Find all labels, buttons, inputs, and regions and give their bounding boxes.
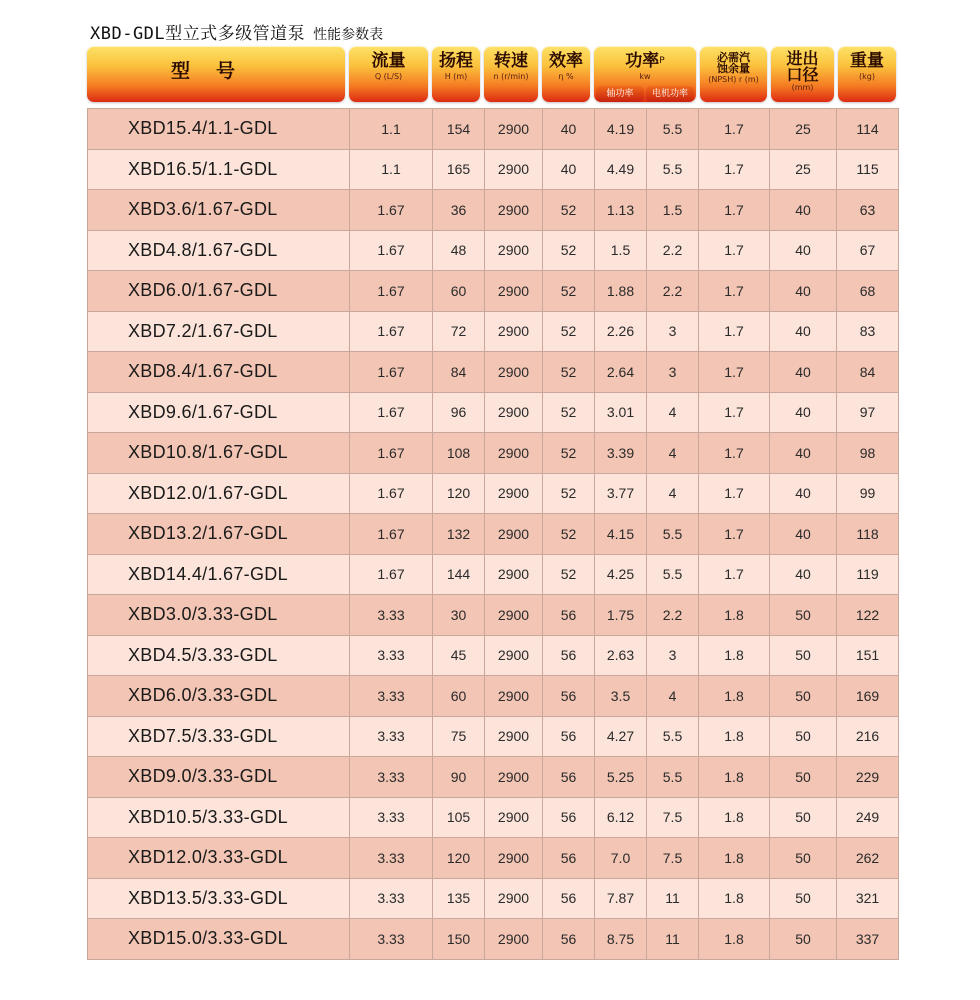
cell-speed: 2900 xyxy=(485,635,543,676)
cell-weight: 63 xyxy=(837,190,899,231)
cell-motor-power: 1.5 xyxy=(647,190,699,231)
header-flow xyxy=(349,46,428,102)
table-row xyxy=(88,271,899,312)
cell-npsh: 1.8 xyxy=(699,919,770,960)
cell-motor-power: 11 xyxy=(647,919,699,960)
cell-motor-power: 4 xyxy=(647,433,699,474)
cell-speed: 2900 xyxy=(485,311,543,352)
cell-head: 96 xyxy=(433,392,485,433)
cell-weight: 84 xyxy=(837,352,899,393)
cell-shaft-power: 7.0 xyxy=(595,838,647,879)
cell-flow: 1.67 xyxy=(350,271,433,312)
cell-speed: 2900 xyxy=(485,595,543,636)
cell-motor-power: 5.5 xyxy=(647,716,699,757)
cell-weight: 262 xyxy=(837,838,899,879)
cell-shaft-power: 1.5 xyxy=(595,230,647,271)
cell-flow: 3.33 xyxy=(350,919,433,960)
table-row xyxy=(88,514,899,555)
cell-head: 90 xyxy=(433,757,485,798)
table-row xyxy=(88,716,899,757)
cell-model: XBD4.8/1.67-GDL xyxy=(88,230,350,271)
cell-weight: 118 xyxy=(837,514,899,555)
cell-efficiency: 52 xyxy=(543,190,595,231)
cell-motor-power: 7.5 xyxy=(647,838,699,879)
cell-efficiency: 52 xyxy=(543,352,595,393)
cell-speed: 2900 xyxy=(485,554,543,595)
cell-speed: 2900 xyxy=(485,878,543,919)
header-efficiency-unit: η % xyxy=(558,72,574,81)
cell-shaft-power: 3.77 xyxy=(595,473,647,514)
cell-diameter: 50 xyxy=(770,635,837,676)
cell-diameter: 40 xyxy=(770,352,837,393)
cell-motor-power: 5.5 xyxy=(647,554,699,595)
header-power-motor: 电机功率 xyxy=(646,86,694,102)
cell-weight: 249 xyxy=(837,797,899,838)
cell-npsh: 1.7 xyxy=(699,514,770,555)
cell-shaft-power: 4.27 xyxy=(595,716,647,757)
cell-motor-power: 2.2 xyxy=(647,271,699,312)
cell-motor-power: 5.5 xyxy=(647,514,699,555)
header-weight xyxy=(838,46,896,102)
cell-efficiency: 52 xyxy=(543,554,595,595)
cell-head: 132 xyxy=(433,514,485,555)
cell-efficiency: 52 xyxy=(543,230,595,271)
cell-speed: 2900 xyxy=(485,433,543,474)
cell-model: XBD7.2/1.67-GDL xyxy=(88,311,350,352)
cell-model: XBD4.5/3.33-GDL xyxy=(88,635,350,676)
cell-motor-power: 3 xyxy=(647,311,699,352)
cell-diameter: 50 xyxy=(770,757,837,798)
cell-weight: 97 xyxy=(837,392,899,433)
cell-diameter: 50 xyxy=(770,797,837,838)
cell-diameter: 25 xyxy=(770,109,837,150)
cell-model: XBD15.4/1.1-GDL xyxy=(88,109,350,150)
cell-model: XBD12.0/1.67-GDL xyxy=(88,473,350,514)
cell-head: 154 xyxy=(433,109,485,150)
header-head xyxy=(432,46,480,102)
header-diameter-line2: 口径 xyxy=(786,65,819,84)
cell-npsh: 1.7 xyxy=(699,271,770,312)
cell-head: 105 xyxy=(433,797,485,838)
cell-model: XBD7.5/3.33-GDL xyxy=(88,716,350,757)
cell-model: XBD12.0/3.33-GDL xyxy=(88,838,350,879)
header-npsh-line2: 蚀余量 xyxy=(717,62,750,75)
cell-model: XBD3.0/3.33-GDL xyxy=(88,595,350,636)
cell-speed: 2900 xyxy=(485,109,543,150)
cell-head: 135 xyxy=(433,878,485,919)
header-head-unit: H (m) xyxy=(444,72,468,81)
cell-head: 144 xyxy=(433,554,485,595)
cell-motor-power: 4 xyxy=(647,473,699,514)
title-sub: 性能参数表 xyxy=(313,27,384,43)
cell-motor-power: 11 xyxy=(647,878,699,919)
cell-shaft-power: 4.15 xyxy=(595,514,647,555)
cell-flow: 3.33 xyxy=(350,595,433,636)
cell-npsh: 1.7 xyxy=(699,109,770,150)
cell-model: XBD16.5/1.1-GDL xyxy=(88,149,350,190)
cell-head: 60 xyxy=(433,271,485,312)
header-diameter xyxy=(771,46,834,102)
cell-npsh: 1.7 xyxy=(699,554,770,595)
cell-npsh: 1.8 xyxy=(699,797,770,838)
cell-flow: 1.67 xyxy=(350,352,433,393)
cell-npsh: 1.8 xyxy=(699,757,770,798)
table-row xyxy=(88,392,899,433)
cell-head: 120 xyxy=(433,838,485,879)
header-head-label: 扬程 xyxy=(439,51,473,71)
cell-flow: 1.67 xyxy=(350,433,433,474)
cell-npsh: 1.8 xyxy=(699,595,770,636)
cell-weight: 216 xyxy=(837,716,899,757)
header-npsh-line1: 必需汽 xyxy=(717,51,750,64)
cell-npsh: 1.7 xyxy=(699,149,770,190)
cell-weight: 83 xyxy=(837,311,899,352)
cell-head: 150 xyxy=(433,919,485,960)
cell-diameter: 40 xyxy=(770,230,837,271)
cell-motor-power: 5.5 xyxy=(647,757,699,798)
header-model-label: 型号 xyxy=(170,60,261,82)
table-row xyxy=(88,352,899,393)
cell-model: XBD13.2/1.67-GDL xyxy=(88,514,350,555)
cell-shaft-power: 2.64 xyxy=(595,352,647,393)
cell-flow: 1.67 xyxy=(350,473,433,514)
cell-efficiency: 56 xyxy=(543,878,595,919)
cell-head: 120 xyxy=(433,473,485,514)
cell-model: XBD15.0/3.33-GDL xyxy=(88,919,350,960)
cell-diameter: 40 xyxy=(770,392,837,433)
cell-shaft-power: 4.49 xyxy=(595,149,647,190)
cell-motor-power: 2.2 xyxy=(647,230,699,271)
cell-weight: 122 xyxy=(837,595,899,636)
table-row xyxy=(88,554,899,595)
cell-speed: 2900 xyxy=(485,392,543,433)
cell-shaft-power: 2.26 xyxy=(595,311,647,352)
cell-head: 45 xyxy=(433,635,485,676)
parameter-table xyxy=(87,108,899,960)
cell-efficiency: 40 xyxy=(543,109,595,150)
cell-shaft-power: 2.63 xyxy=(595,635,647,676)
cell-head: 48 xyxy=(433,230,485,271)
cell-head: 72 xyxy=(433,311,485,352)
cell-speed: 2900 xyxy=(485,271,543,312)
table-body xyxy=(88,109,899,960)
table-row xyxy=(88,230,899,271)
cell-flow: 3.33 xyxy=(350,676,433,717)
cell-diameter: 40 xyxy=(770,271,837,312)
cell-weight: 115 xyxy=(837,149,899,190)
cell-npsh: 1.7 xyxy=(699,352,770,393)
cell-shaft-power: 4.19 xyxy=(595,109,647,150)
cell-model: XBD6.0/1.67-GDL xyxy=(88,271,350,312)
cell-efficiency: 52 xyxy=(543,433,595,474)
header-npsh-unit: (NPSH) r (m) xyxy=(708,75,759,84)
cell-flow: 1.1 xyxy=(350,149,433,190)
cell-npsh: 1.8 xyxy=(699,878,770,919)
table-row xyxy=(88,635,899,676)
cell-shaft-power: 4.25 xyxy=(595,554,647,595)
cell-shaft-power: 7.87 xyxy=(595,878,647,919)
header-efficiency xyxy=(542,46,590,102)
cell-npsh: 1.7 xyxy=(699,473,770,514)
table-row xyxy=(88,838,899,879)
table-row xyxy=(88,473,899,514)
cell-motor-power: 5.5 xyxy=(647,149,699,190)
cell-diameter: 40 xyxy=(770,190,837,231)
cell-speed: 2900 xyxy=(485,514,543,555)
cell-flow: 1.67 xyxy=(350,554,433,595)
cell-npsh: 1.7 xyxy=(699,311,770,352)
header-power-symbol: P xyxy=(659,56,665,66)
header-power-unit: kw xyxy=(639,72,651,81)
table-row xyxy=(88,311,899,352)
cell-diameter: 40 xyxy=(770,554,837,595)
cell-npsh: 1.7 xyxy=(699,230,770,271)
cell-speed: 2900 xyxy=(485,716,543,757)
cell-efficiency: 52 xyxy=(543,514,595,555)
cell-flow: 3.33 xyxy=(350,878,433,919)
header-npsh xyxy=(700,46,767,102)
table-row xyxy=(88,676,899,717)
cell-model: XBD6.0/3.33-GDL xyxy=(88,676,350,717)
cell-npsh: 1.8 xyxy=(699,838,770,879)
cell-weight: 151 xyxy=(837,635,899,676)
cell-motor-power: 4 xyxy=(647,392,699,433)
cell-efficiency: 56 xyxy=(543,635,595,676)
cell-diameter: 50 xyxy=(770,838,837,879)
cell-head: 30 xyxy=(433,595,485,636)
cell-efficiency: 52 xyxy=(543,392,595,433)
cell-weight: 68 xyxy=(837,271,899,312)
cell-speed: 2900 xyxy=(485,149,543,190)
cell-flow: 1.1 xyxy=(350,109,433,150)
cell-shaft-power: 6.12 xyxy=(595,797,647,838)
cell-speed: 2900 xyxy=(485,757,543,798)
cell-efficiency: 56 xyxy=(543,595,595,636)
cell-efficiency: 52 xyxy=(543,271,595,312)
header-diameter-line1: 进出 xyxy=(786,49,819,68)
cell-model: XBD3.6/1.67-GDL xyxy=(88,190,350,231)
cell-model: XBD13.5/3.33-GDL xyxy=(88,878,350,919)
cell-flow: 1.67 xyxy=(350,190,433,231)
table-row xyxy=(88,878,899,919)
cell-speed: 2900 xyxy=(485,190,543,231)
cell-weight: 229 xyxy=(837,757,899,798)
cell-efficiency: 40 xyxy=(543,149,595,190)
cell-flow: 3.33 xyxy=(350,757,433,798)
cell-efficiency: 52 xyxy=(543,473,595,514)
cell-efficiency: 56 xyxy=(543,757,595,798)
cell-model: XBD9.6/1.67-GDL xyxy=(88,392,350,433)
cell-diameter: 50 xyxy=(770,676,837,717)
header-efficiency-label: 效率 xyxy=(549,51,583,71)
cell-speed: 2900 xyxy=(485,797,543,838)
cell-shaft-power: 3.5 xyxy=(595,676,647,717)
cell-efficiency: 56 xyxy=(543,716,595,757)
header-model xyxy=(87,46,345,102)
cell-speed: 2900 xyxy=(485,352,543,393)
cell-model: XBD10.5/3.33-GDL xyxy=(88,797,350,838)
table-row xyxy=(88,757,899,798)
cell-flow: 1.67 xyxy=(350,392,433,433)
cell-weight: 119 xyxy=(837,554,899,595)
cell-motor-power: 5.5 xyxy=(647,109,699,150)
cell-head: 60 xyxy=(433,676,485,717)
header-speed xyxy=(484,46,538,102)
table-row xyxy=(88,149,899,190)
cell-speed: 2900 xyxy=(485,919,543,960)
cell-weight: 99 xyxy=(837,473,899,514)
cell-weight: 321 xyxy=(837,878,899,919)
cell-diameter: 40 xyxy=(770,473,837,514)
cell-diameter: 50 xyxy=(770,919,837,960)
table-row xyxy=(88,595,899,636)
cell-weight: 337 xyxy=(837,919,899,960)
cell-flow: 3.33 xyxy=(350,635,433,676)
cell-motor-power: 7.5 xyxy=(647,797,699,838)
cell-weight: 98 xyxy=(837,433,899,474)
cell-flow: 1.67 xyxy=(350,230,433,271)
page-title xyxy=(90,20,383,48)
cell-flow: 1.67 xyxy=(350,311,433,352)
cell-flow: 3.33 xyxy=(350,797,433,838)
header-speed-label: 转速 xyxy=(494,51,528,71)
cell-efficiency: 56 xyxy=(543,838,595,879)
cell-motor-power: 3 xyxy=(647,352,699,393)
header-weight-label: 重量 xyxy=(850,51,884,71)
cell-diameter: 25 xyxy=(770,149,837,190)
cell-shaft-power: 1.13 xyxy=(595,190,647,231)
cell-diameter: 40 xyxy=(770,433,837,474)
cell-head: 36 xyxy=(433,190,485,231)
cell-motor-power: 4 xyxy=(647,676,699,717)
header-speed-unit: n (r/min) xyxy=(493,72,529,81)
cell-model: XBD14.4/1.67-GDL xyxy=(88,554,350,595)
table-row xyxy=(88,433,899,474)
cell-weight: 114 xyxy=(837,109,899,150)
cell-npsh: 1.7 xyxy=(699,190,770,231)
cell-diameter: 50 xyxy=(770,595,837,636)
cell-diameter: 40 xyxy=(770,514,837,555)
cell-model: XBD10.8/1.67-GDL xyxy=(88,433,350,474)
header-power-shaft: 轴功率 xyxy=(596,86,644,102)
cell-speed: 2900 xyxy=(485,676,543,717)
table-row xyxy=(88,109,899,150)
cell-model: XBD9.0/3.33-GDL xyxy=(88,757,350,798)
cell-efficiency: 56 xyxy=(543,797,595,838)
header-flow-label: 流量 xyxy=(371,51,406,71)
cell-efficiency: 52 xyxy=(543,311,595,352)
cell-speed: 2900 xyxy=(485,473,543,514)
cell-motor-power: 3 xyxy=(647,635,699,676)
cell-motor-power: 2.2 xyxy=(647,595,699,636)
table-row xyxy=(88,190,899,231)
cell-model: XBD8.4/1.67-GDL xyxy=(88,352,350,393)
cell-shaft-power: 3.01 xyxy=(595,392,647,433)
cell-head: 84 xyxy=(433,352,485,393)
cell-head: 75 xyxy=(433,716,485,757)
cell-speed: 2900 xyxy=(485,230,543,271)
cell-flow: 3.33 xyxy=(350,716,433,757)
cell-flow: 1.67 xyxy=(350,514,433,555)
cell-npsh: 1.7 xyxy=(699,392,770,433)
cell-shaft-power: 8.75 xyxy=(595,919,647,960)
cell-npsh: 1.7 xyxy=(699,433,770,474)
table-row xyxy=(88,919,899,960)
cell-diameter: 50 xyxy=(770,878,837,919)
header-weight-unit: (kg) xyxy=(859,72,875,81)
cell-head: 165 xyxy=(433,149,485,190)
cell-npsh: 1.8 xyxy=(699,716,770,757)
cell-diameter: 50 xyxy=(770,716,837,757)
header-power-label: 功率$^P$ xyxy=(625,51,665,71)
cell-head: 108 xyxy=(433,433,485,474)
cell-shaft-power: 3.39 xyxy=(595,433,647,474)
cell-efficiency: 56 xyxy=(543,676,595,717)
header-diameter-unit: (mm) xyxy=(791,83,814,92)
cell-speed: 2900 xyxy=(485,838,543,879)
header-flow-unit: Q (L/S) xyxy=(374,72,403,81)
cell-npsh: 1.8 xyxy=(699,635,770,676)
cell-weight: 169 xyxy=(837,676,899,717)
cell-weight: 67 xyxy=(837,230,899,271)
cell-diameter: 40 xyxy=(770,311,837,352)
title-main: XBD-GDL型立式多级管道泵 xyxy=(90,24,306,44)
cell-efficiency: 56 xyxy=(543,919,595,960)
table-row xyxy=(88,797,899,838)
cell-shaft-power: 1.75 xyxy=(595,595,647,636)
cell-npsh: 1.8 xyxy=(699,676,770,717)
cell-shaft-power: 1.88 xyxy=(595,271,647,312)
cell-flow: 3.33 xyxy=(350,838,433,879)
cell-shaft-power: 5.25 xyxy=(595,757,647,798)
